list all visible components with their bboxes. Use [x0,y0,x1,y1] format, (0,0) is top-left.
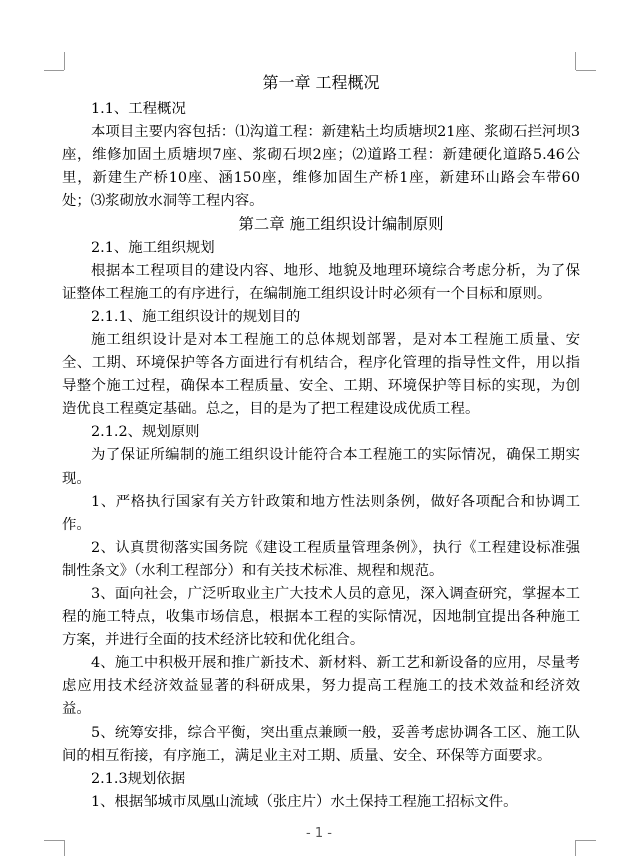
corner-mark [575,840,576,856]
section-2-1-heading: 2.1、施工组织规划 [91,239,215,256]
paragraph-principle-3: 3、面向社会，广泛听取业主广大技术人员的意见，深入调查研究，掌握本工程的施工特点，收集市场信息，根据本工程的实际情况，因地制宜提出各种施工方案，并进行全面的技术经济比较和优化组合。 [62,585,580,649]
chapter-1-title: 第一章 工程概况 [262,73,380,92]
page-number: - 1 - [306,826,332,841]
section-2-1-2-heading: 2.1.2、规划原则 [91,424,200,441]
paragraph-basis-1: 1、根据邹城市凤凰山流域（张庄片）水土保持工程施工招标文件。 [91,793,518,810]
paragraph-planning-purpose: 施工组织设计是对本工程施工的总体规划部署，是对本工程施工质量、安全、工期、环境保护等各方面进行有机结合，程序化管理的指导性文件，用以指导整个施工过程，确保本工程质量、安全、工期、环境保护等目标的实现，为创造优良工程奠定基础。总之，目的是为了把工程建设成优质工程。 [62,331,580,418]
paragraph-principle-2: 2、认真贯彻落实国务院《建设工程质量管理条例》，执行《工程建设标准强制性条文》（水利工程部分）和有关技术标准、规程和规范。 [62,539,580,579]
section-2-1-1-heading: 2.1.1、施工组织设计的规划目的 [91,308,301,325]
paragraph-principles-intro: 为了保证所编制的施工组织设计能符合本工程施工的实际情况，确保工期实现。 [62,447,580,487]
paragraph-principle-1: 1、严格执行国家有关方针政策和地方性法则条例，做好各项配合和协调工作。 [62,493,580,533]
paragraph-project-content: 本项目主要内容包括：⑴沟道工程：新建粘土均质塘坝21座、浆砌石拦河坝3座，维修加固土质塘坝7座、浆砌石坝2座；⑵道路工程：新建硬化道路5.46公里，新建生产桥10座、涵150座，维修加固生产桥1座，新建环山路会车带60处；⑶浆砌放水洞等工程内容。 [62,124,580,210]
section-2-1-3-heading: 2.1.3规划依据 [91,770,186,787]
chapter-2-title: 第二章 施工组织设计编制原则 [238,215,444,234]
section-1-1-heading: 1.1、工程概况 [91,101,186,117]
document-body [62,68,580,814]
corner-mark [44,70,64,71]
paragraph-principle-4: 4、施工中积极开展和推广新技术、新材料、新工艺和新设备的应用，尽量考虑应用技术经济效益显著的科研成果，努力提高工程施工的技术效益和经济效益。 [62,655,580,718]
corner-mark [64,840,65,856]
paragraph-planning: 根据本工程项目的建设内容、地形、地貌及地理环境综合考虑分析，为了保证整体工程施工的有序进行，在编制施工组织设计时必须有一个目标和原则。 [62,262,580,302]
paragraph-principle-5: 5、统筹安排，综合平衡，突出重点兼顾一般，妥善考虑协调各工区、施工队间的相互衔接，有序施工，满足业主对工期、质量、安全、环保等方面要求。 [62,724,580,764]
